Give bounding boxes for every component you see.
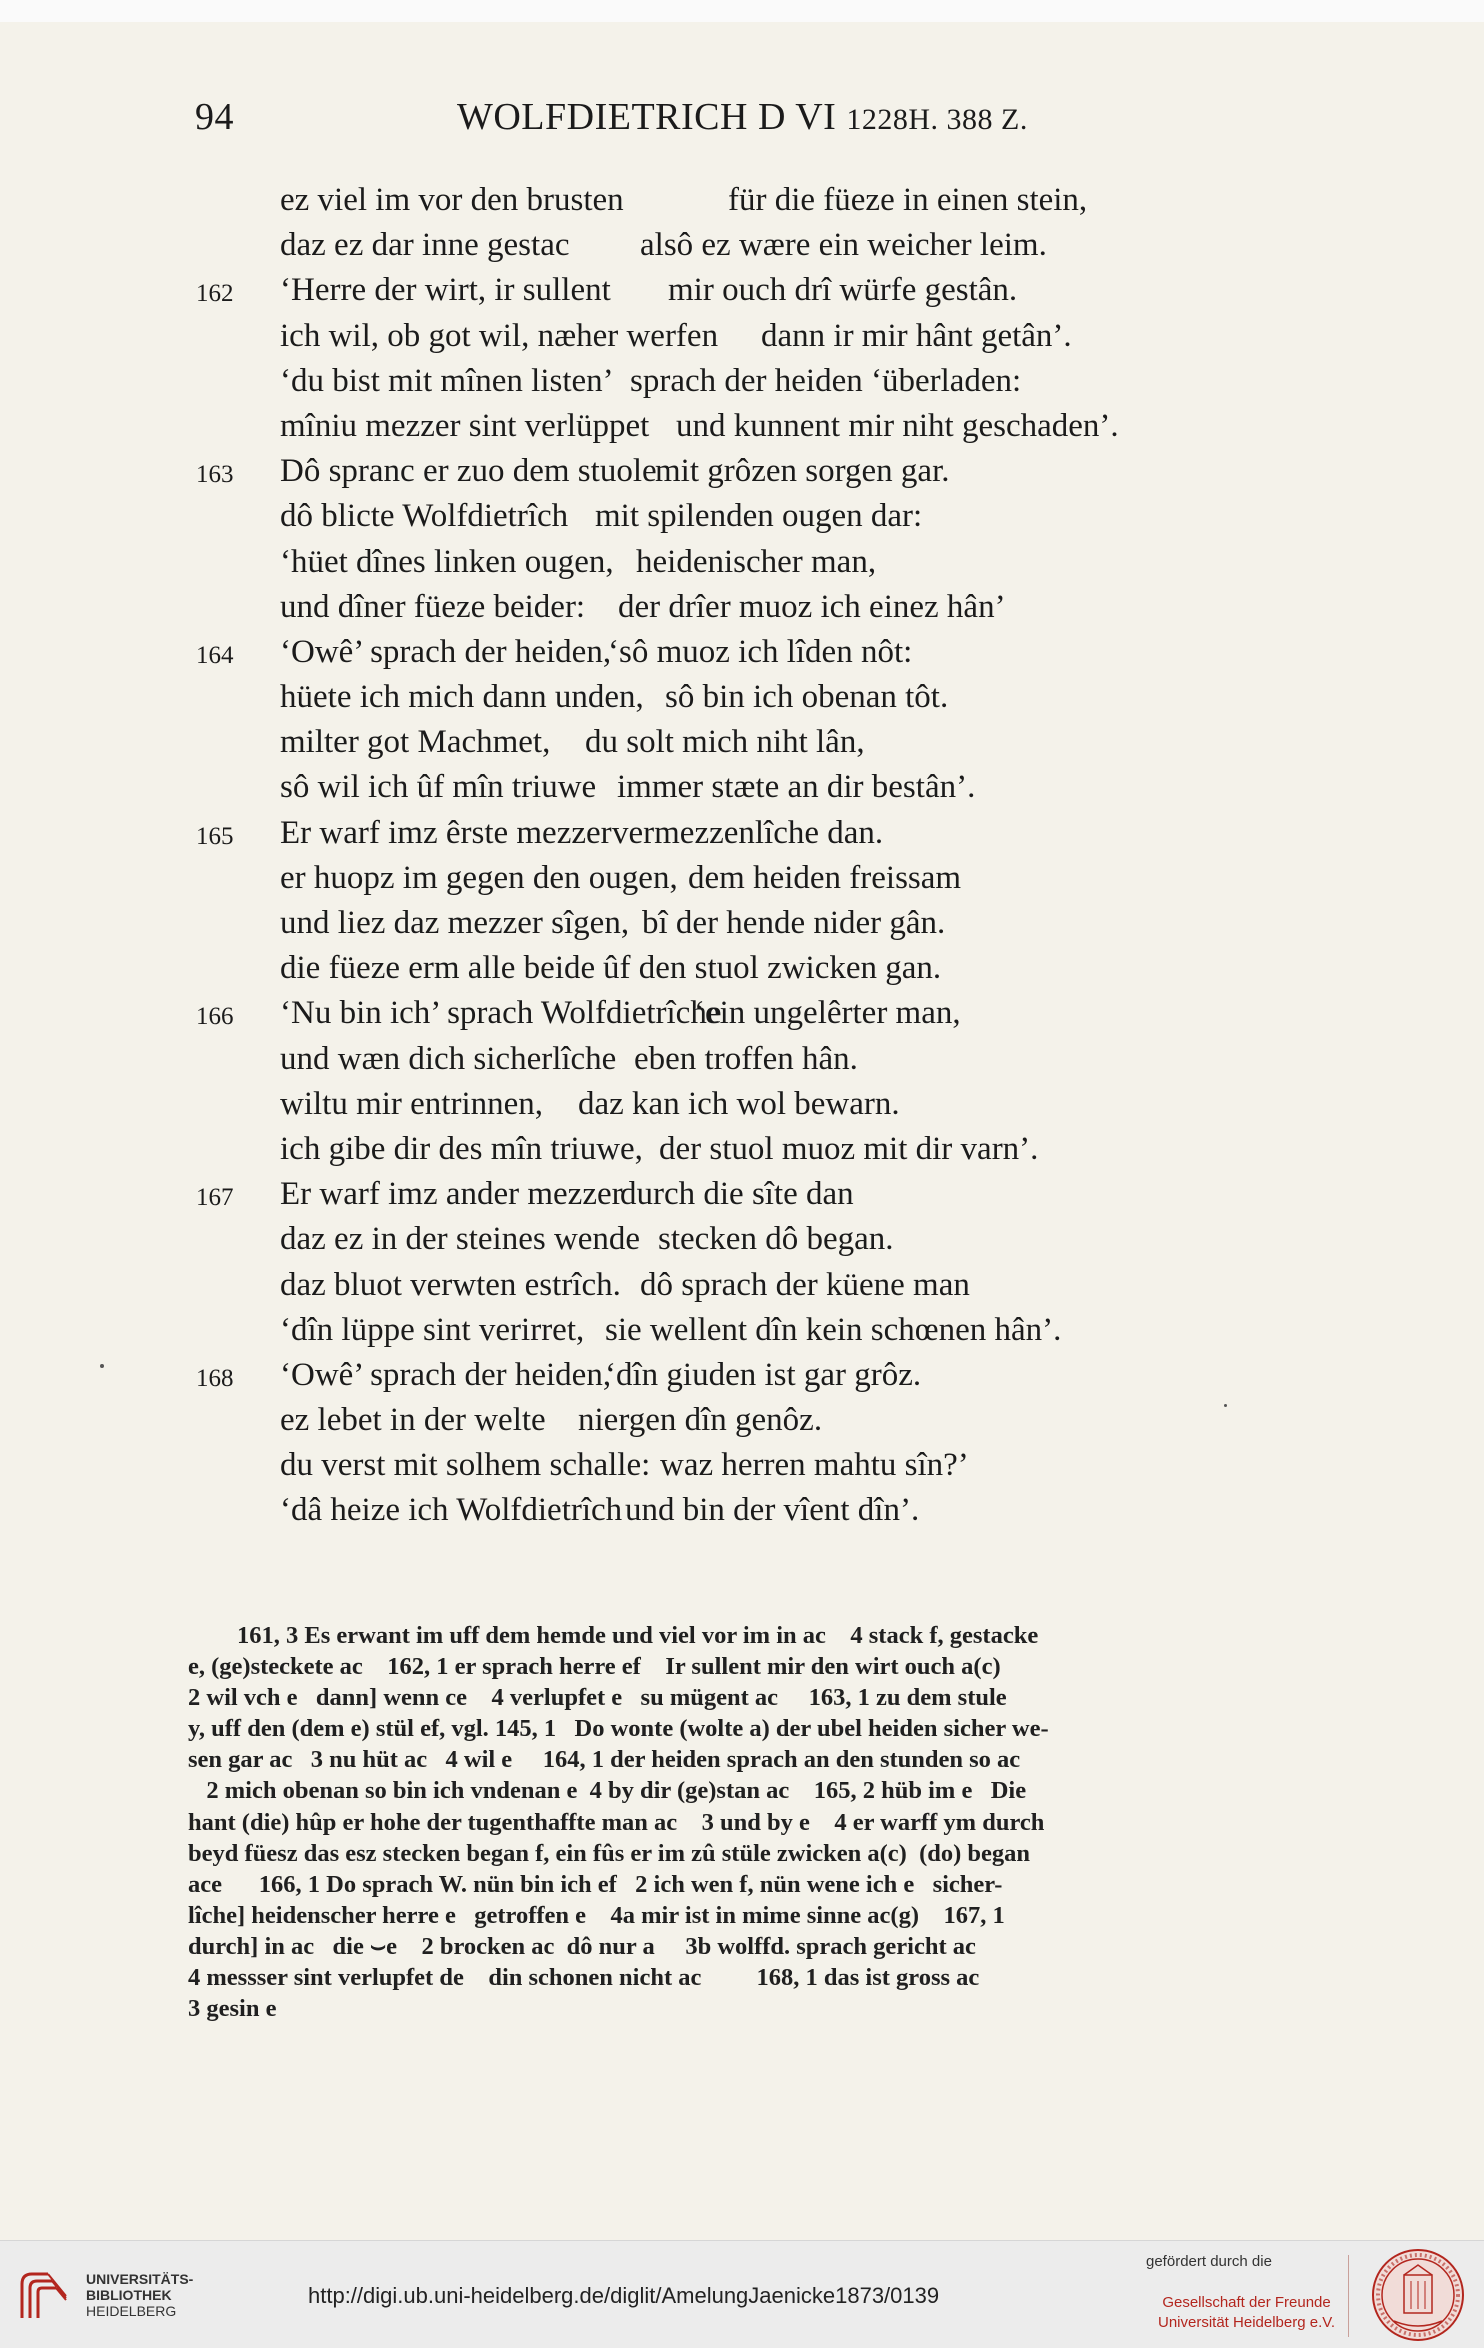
- page-number: 94: [195, 96, 234, 138]
- verse-line: [190, 856, 1330, 901]
- verse-second-half: niergen dîn genôz.: [578, 1402, 823, 1439]
- verse-second-half: der stuol muoz mit dir varn’.: [659, 1130, 1039, 1167]
- sponsor-name: [1158, 2293, 1335, 2333]
- verse-first-half: ‘Nu bin ich’ sprach Wolfdietrîche: [280, 995, 722, 1032]
- verse-second-half: heidenischer man,: [636, 543, 877, 580]
- verse-second-half: alsô ez wære ein weicher leim.: [640, 227, 1047, 264]
- verse-first-half: dô blicte Wolfdietrîch: [280, 498, 569, 535]
- verse-line: [190, 223, 1330, 268]
- verse-first-half: ez viel im vor den brusten: [280, 182, 624, 218]
- verse-line: [190, 404, 1330, 449]
- verse-first-half: du verst mit solhem schalle:: [280, 1447, 651, 1484]
- verse-line: [190, 1398, 1330, 1443]
- verse-second-half: mit grôzen sorgen gar.: [655, 453, 950, 490]
- strophe-number: 164: [196, 641, 234, 669]
- verse-second-half: ‘dîn giuden ist gar grôz.: [605, 1356, 922, 1393]
- verse-first-half: ich wil, ob got wil, næher werfen: [280, 317, 719, 354]
- verse-second-half: ‘ein ungelêrter man,: [694, 995, 961, 1032]
- verse-first-half: ‘Owê’ sprach der heiden,: [280, 633, 612, 670]
- verse-line: [190, 268, 1330, 313]
- verse-second-half: der drîer muoz ich einez hân’: [618, 588, 1006, 625]
- verse-line: [190, 720, 1330, 765]
- verse-second-half: ‘sô muoz ich lîden nôt:: [608, 633, 913, 670]
- verse-line: [190, 1443, 1330, 1488]
- scan-speck: [100, 1364, 104, 1368]
- verse-line: [190, 449, 1330, 494]
- verse-first-half: hüete ich mich dann unden,: [280, 679, 644, 716]
- verse-second-half: eben troffen hân.: [634, 1040, 858, 1077]
- verse-line: [190, 1263, 1330, 1308]
- verse-second-half: immer stæte an dir bestân’.: [617, 769, 976, 806]
- strophe-number: 168: [196, 1364, 234, 1392]
- verse-first-half: ‘du bist mit mînen listen’: [280, 362, 614, 399]
- apparatus-line: e, (ge)steckete ac 162, 1 er sprach herre ef Ir sullent mir den wirt ouch a(c): [188, 1653, 1001, 1681]
- apparatus-line: durch] in ac die ⌣e 2 brocken ac dô nur a 3b wolffd. sprach gericht ac: [188, 1932, 976, 1960]
- apparatus-line: 3 gesin e: [188, 1995, 277, 2023]
- verse-first-half: daz bluot verwten estrîch.: [280, 1266, 621, 1303]
- university-seal-icon: [1370, 2247, 1466, 2343]
- verse-first-half: ‘Herre der wirt, ir sullent: [280, 272, 611, 309]
- verse-second-half: dann ir mir hânt getân’.: [761, 317, 1072, 354]
- strophe-number: 163: [196, 461, 234, 489]
- verse-second-half: waz herren mahtu sîn?’: [660, 1447, 969, 1484]
- verse-line: [190, 314, 1330, 359]
- verse-first-half: milter got Machmet,: [280, 724, 551, 761]
- apparatus-line: y, uff den (dem e) stül ef, vgl. 145, 1 Do wonte (wolte a) der ubel heiden sicher we-: [188, 1715, 1049, 1743]
- library-name-line: HEIDELBERG: [86, 2303, 177, 2319]
- verse-second-half: und kunnent mir niht geschaden’.: [676, 407, 1119, 444]
- verse-line: [190, 1353, 1330, 1398]
- library-name-line: BIBLIOTHEK: [86, 2287, 172, 2303]
- verse-first-half: sô wil ich ûf mîn triuwe: [280, 769, 597, 806]
- verse-second-half: dô sprach der küene man: [640, 1266, 970, 1303]
- verse-line: [190, 1082, 1330, 1127]
- verse-line: [190, 811, 1330, 856]
- verse-second-half: durch die sîte dan: [620, 1176, 854, 1213]
- verse-second-half: mir ouch drî würfe gestân.: [668, 272, 1018, 309]
- sponsor-name-line: Universität Heidelberg e.V.: [1158, 2314, 1336, 2331]
- verse-second-half: stecken dô began.: [658, 1221, 894, 1258]
- verse-second-half: dem heiden freissam: [688, 859, 962, 896]
- apparatus-line: sen gar ac 3 nu hüt ac 4 wil e 164, 1 der heiden sprach an den stunden so ac: [188, 1746, 1021, 1774]
- manuscript-reference: 1228H. 388 Z.: [846, 103, 1028, 136]
- verse-line: [190, 540, 1330, 585]
- strophe-number: 165: [196, 822, 234, 850]
- verse-first-half: daz ez dar inne gestac: [280, 227, 570, 264]
- verse-first-half: und wæn dich sicherlîche: [280, 1040, 617, 1077]
- verse-line: [190, 765, 1330, 810]
- footer-bar: [0, 2240, 1484, 2348]
- apparatus-line: lîche] heidenscher herre e getroffen e 4a mir ist in mime sinne ac(g) 167, 1: [188, 1901, 1005, 1929]
- verse-second-half: ûf den stuol zwicken gan.: [603, 950, 942, 987]
- verse-first-half: und liez daz mezzer sîgen,: [280, 905, 630, 941]
- library-name-line: UNIVERSITÄTS-: [86, 2271, 194, 2287]
- verse-line: [190, 1172, 1330, 1217]
- running-title: [457, 95, 1028, 139]
- verse-line: [190, 1127, 1330, 1172]
- verse-line: [190, 359, 1330, 404]
- library-name: [86, 2271, 193, 2319]
- strophe-number: 166: [196, 1003, 234, 1031]
- verse-second-half: du solt mich niht lân,: [585, 724, 865, 761]
- verse-first-half: ‘dâ heize ich Wolfdietrîch: [280, 1492, 623, 1529]
- footer-divider: [1348, 2255, 1349, 2337]
- permalink-url[interactable]: http://digi.ub.uni-heidelberg.de/diglit/AmelungJaenicke1873/0139: [308, 2283, 940, 2308]
- verse-second-half: sprach der heiden ‘überladen:: [630, 362, 1022, 399]
- apparatus-line: 161, 3 Es erwant im uff dem hemde und viel vor im in ac 4 stack f, gestacke: [188, 1622, 1039, 1649]
- verse-second-half: bî der hende nider gân.: [642, 905, 946, 941]
- verse-first-half: Er warf imz ander mezzer: [280, 1176, 623, 1213]
- apparatus-line: 4 messser sint verlupfet de din schonen nicht ac 168, 1 das ist gross ac: [188, 1964, 980, 1992]
- verse-second-half: und bin der vîent dîn’.: [625, 1492, 920, 1529]
- strophe-number: 167: [196, 1184, 234, 1212]
- apparatus-line: ace 166, 1 Do sprach W. nün bin ich ef 2 ich wen f, nün wene ich e sicher-: [188, 1870, 1003, 1898]
- verse-line: [190, 946, 1330, 991]
- university-library-logo-icon: [14, 2266, 74, 2326]
- verse-first-half: wiltu mir entrinnen,: [280, 1085, 544, 1122]
- verse-line: [190, 630, 1330, 675]
- verse-first-half: mîniu mezzer sint verlüppet: [280, 407, 650, 444]
- verse-line: [190, 1488, 1330, 1533]
- verse-line: [190, 585, 1330, 630]
- verse-text: [190, 178, 1330, 1534]
- sponsor-label: gefördert durch die: [1146, 2253, 1272, 2270]
- verse-second-half: mit spilenden ougen dar:: [595, 498, 923, 535]
- verse-first-half: ‘hüet dînes linken ougen,: [280, 543, 614, 580]
- verse-line: [190, 178, 1330, 223]
- verse-second-half: sô bin ich obenan tôt.: [665, 679, 949, 716]
- verse-line: [190, 675, 1330, 720]
- verse-second-half: für die füeze in einen stein,: [728, 182, 1088, 218]
- verse-line: [190, 1308, 1330, 1353]
- verse-first-half: er huopz im gegen den ougen,: [280, 859, 678, 896]
- verse-first-half: daz ez in der steines wende: [280, 1221, 641, 1258]
- apparatus-line: beyd füesz das esz stecken began f, ein fûs er im zû stüle zwicken a(c) (do) began: [188, 1839, 1031, 1867]
- verse-line: [190, 1037, 1330, 1082]
- verse-line: [190, 1217, 1330, 1262]
- verse-first-half: ich gibe dir des mîn triuwe,: [280, 1130, 643, 1167]
- verse-first-half: ez lebet in der welte: [280, 1402, 546, 1439]
- strophe-number: 162: [196, 280, 234, 308]
- apparatus-line: 2 mich obenan so bin ich vndenan e 4 by dir (ge)stan ac 165, 2 hüb im e Die: [188, 1777, 1027, 1805]
- sponsor-name-line: Gesellschaft der Freunde: [1162, 2294, 1331, 2311]
- verse-first-half: Er warf imz êrste mezzer: [280, 814, 612, 851]
- verse-first-half: ‘dîn lüppe sint verirret,: [280, 1311, 585, 1348]
- verse-first-half: die füeze erm alle beide: [280, 950, 596, 987]
- verse-second-half: vermezzenlîche dan.: [612, 814, 884, 851]
- running-title-text: WOLFDIETRICH D VI: [457, 96, 837, 138]
- verse-second-half: daz kan ich wol bewarn.: [578, 1085, 900, 1122]
- apparatus-line: hant (die) hûp er hohe der tugenthaffte man ac 3 und by e 4 er warff ym durch: [188, 1808, 1045, 1836]
- viewer-top-border: [0, 0, 1484, 23]
- verse-line: [190, 991, 1330, 1036]
- verse-line: [190, 901, 1330, 946]
- page-header: [195, 95, 1075, 145]
- verse-line: [190, 494, 1330, 539]
- verse-first-half: und dîner füeze beider:: [280, 588, 586, 625]
- verse-first-half: Dô spranc er zuo dem stuole: [280, 453, 657, 490]
- apparatus-line: 2 wil vch e dann] wenn ce 4 verlupfet e su mügent ac 163, 1 zu dem stule: [188, 1684, 1007, 1712]
- critical-apparatus: [188, 1620, 1283, 2024]
- verse-first-half: ‘Owê’ sprach der heiden,: [280, 1356, 612, 1393]
- verse-second-half: sie wellent dîn kein schœnen hân’.: [605, 1311, 1062, 1348]
